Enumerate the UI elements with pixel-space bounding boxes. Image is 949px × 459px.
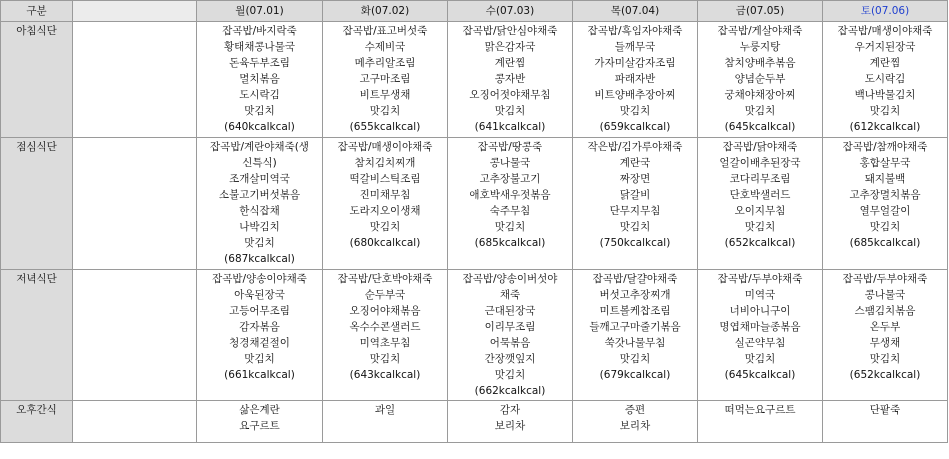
blank-header-cell bbox=[73, 1, 197, 22]
menu-item: 짜장면 bbox=[619, 173, 651, 185]
menu-item: 메추리알조림 bbox=[354, 57, 416, 69]
menu-item: 들깨무국 bbox=[614, 41, 656, 53]
meal-cell-dinner-mon bbox=[197, 270, 323, 401]
menu-item: 간장깻잎지 bbox=[484, 353, 536, 365]
menu-item: (643kcalkcal) bbox=[349, 369, 421, 381]
menu-item: 잡곡밥/양송이버섯야 bbox=[462, 273, 558, 285]
menu-item: 잡곡밥/양송이야채죽 bbox=[212, 273, 307, 285]
menu-item: 고구마조림 bbox=[359, 73, 411, 85]
menu-item: 잡곡밥/두부야채죽 bbox=[717, 273, 803, 285]
menu-item: 단무지무침 bbox=[609, 205, 661, 217]
menu-item: 가자미살감자조림 bbox=[594, 57, 676, 69]
menu-item: 근대된장국 bbox=[484, 305, 536, 317]
menu-item: 증편 bbox=[624, 404, 646, 416]
menu-item: 고추장멸치볶음 bbox=[849, 189, 921, 201]
day-header-wed: 수(07.03) bbox=[448, 1, 573, 22]
snack-row bbox=[1, 401, 948, 443]
menu-item: 잡곡밥/게살야채죽 bbox=[717, 25, 803, 37]
menu-item: 잡곡밥/달걀야채죽 bbox=[592, 273, 678, 285]
header-row bbox=[1, 1, 948, 22]
menu-item: 맛김치 bbox=[869, 221, 901, 233]
menu-item: 양념순두부 bbox=[734, 73, 786, 85]
row-label-lunch: 점심식단 bbox=[1, 138, 73, 270]
row-label-dinner: 저녁식단 bbox=[1, 270, 73, 401]
menu-item: 계란국 bbox=[619, 157, 651, 169]
menu-item: 보리차 bbox=[494, 420, 526, 432]
menu-item: 청경채겉절이 bbox=[229, 337, 290, 349]
row-label-snack: 오후간식 bbox=[1, 401, 73, 443]
menu-item: 명엽채마늘종볶음 bbox=[719, 321, 801, 333]
menu-item: 잡곡밥/참깨야채죽 bbox=[842, 141, 928, 153]
menu-item: 맛김치 bbox=[244, 353, 275, 365]
blank-cell bbox=[73, 270, 197, 401]
meal-cell-breakfast-tue bbox=[323, 22, 448, 138]
menu-item: 잡곡밥/단호박야채죽 bbox=[337, 273, 433, 285]
meal-cell-dinner-fri bbox=[698, 270, 823, 401]
menu-item: 신특식) bbox=[242, 157, 277, 169]
menu-item: 코다리무조림 bbox=[729, 173, 791, 185]
menu-item: (662kcalkcal) bbox=[474, 385, 546, 397]
menu-item: 맛김치 bbox=[494, 369, 526, 381]
menu-item: 옥수수콘샐러드 bbox=[349, 321, 421, 333]
dinner-row bbox=[1, 270, 948, 401]
menu-item: 맛김치 bbox=[494, 105, 526, 117]
meal-cell-lunch-fri bbox=[698, 138, 823, 270]
menu-item: 비트무생채 bbox=[359, 89, 411, 101]
menu-item: (652kcalkcal) bbox=[849, 369, 921, 381]
menu-item: 오징어젓야채무침 bbox=[469, 89, 551, 101]
menu-item: 잡곡밥/흑임자야채죽 bbox=[587, 25, 683, 37]
category-header: 구분 bbox=[1, 1, 73, 22]
menu-item: 우거지된장국 bbox=[854, 41, 916, 53]
menu-item: 맛김치 bbox=[369, 105, 401, 117]
menu-item: 고추장불고기 bbox=[479, 173, 541, 185]
menu-item: 잡곡밥/표고버섯죽 bbox=[342, 25, 428, 37]
menu-item: 참치김치찌개 bbox=[354, 157, 416, 169]
meal-cell-breakfast-thu bbox=[573, 22, 698, 138]
menu-item: 어묵볶음 bbox=[489, 337, 531, 349]
day-header-sat: 토(07.06) bbox=[823, 1, 948, 22]
menu-item: 참치양배추볶음 bbox=[724, 57, 796, 69]
menu-item: 미역초무침 bbox=[359, 337, 411, 349]
menu-item: (652kcalkcal) bbox=[724, 237, 796, 249]
menu-item: (661kcalkcal) bbox=[224, 369, 295, 381]
menu-item: 작은밥/김가루야채죽 bbox=[587, 141, 683, 153]
menu-item: 과일 bbox=[374, 404, 396, 416]
menu-item: (750kcalkcal) bbox=[599, 237, 671, 249]
menu-item: 돈육두부조림 bbox=[229, 57, 290, 69]
menu-item: 잡곡밥/매생이야채죽 bbox=[837, 25, 933, 37]
menu-item: 맑은감자국 bbox=[484, 41, 536, 53]
meal-cell-dinner-sat bbox=[823, 270, 948, 401]
row-label-breakfast: 아침식단 bbox=[1, 22, 73, 138]
menu-item: 콩나물국 bbox=[489, 157, 531, 169]
menu-item: 잡곡밥/닭안심야채죽 bbox=[462, 25, 558, 37]
menu-item: 잡곡밥/두부야채죽 bbox=[842, 273, 928, 285]
meal-cell-dinner-thu bbox=[573, 270, 698, 401]
meal-cell-lunch-thu bbox=[573, 138, 698, 270]
menu-item: 한식잡채 bbox=[239, 205, 280, 217]
menu-item: 스팸김치볶음 bbox=[854, 305, 916, 317]
menu-item: 맛김치 bbox=[619, 353, 651, 365]
meal-cell-dinner-tue bbox=[323, 270, 448, 401]
menu-item: 잡곡밥/계란야채죽(생 bbox=[210, 141, 309, 153]
menu-item: 맛김치 bbox=[744, 353, 776, 365]
meal-cell-lunch-sat bbox=[823, 138, 948, 270]
menu-item: 맛김치 bbox=[619, 221, 651, 233]
menu-item: 채죽 bbox=[499, 289, 521, 301]
menu-item: 온두부 bbox=[869, 321, 901, 333]
menu-item: 맛김치 bbox=[869, 353, 901, 365]
meal-cell-snack-thu bbox=[573, 401, 698, 443]
menu-item: 잡곡밥/매생이야채죽 bbox=[337, 141, 433, 153]
menu-item: 애호박새우젓볶음 bbox=[469, 189, 551, 201]
menu-item: 진미채무침 bbox=[359, 189, 411, 201]
menu-item: 소불고기버섯볶음 bbox=[218, 189, 301, 201]
menu-item: 맛김치 bbox=[869, 105, 901, 117]
menu-item: (659kcalkcal) bbox=[599, 121, 671, 133]
meal-cell-snack-mon bbox=[197, 401, 323, 443]
menu-item: (687kcalkcal) bbox=[224, 253, 295, 265]
menu-item: 도시락김 bbox=[239, 89, 280, 101]
menu-item: 요구르트 bbox=[239, 420, 280, 432]
menu-item: 오징어야채볶음 bbox=[349, 305, 421, 317]
day-header-tue: 화(07.02) bbox=[323, 1, 448, 22]
menu-item: 단호박샐러드 bbox=[729, 189, 791, 201]
breakfast-row bbox=[1, 22, 948, 138]
menu-item: 나박김치 bbox=[239, 221, 280, 233]
menu-item: 홍합살무국 bbox=[859, 157, 911, 169]
menu-item: (645kcalkcal) bbox=[724, 369, 796, 381]
menu-item: 계란찜 bbox=[869, 57, 901, 69]
menu-item: 황태채콩나물국 bbox=[223, 41, 295, 53]
menu-item: 누룽지탕 bbox=[739, 41, 781, 53]
menu-item: 미트볼케찹조림 bbox=[599, 305, 671, 317]
meal-cell-lunch-tue bbox=[323, 138, 448, 270]
lunch-row bbox=[1, 138, 948, 270]
menu-item: 콩나물국 bbox=[864, 289, 906, 301]
menu-item: 실곤약무침 bbox=[734, 337, 786, 349]
menu-item: 너비아니구이 bbox=[729, 305, 791, 317]
menu-item: (685kcalkcal) bbox=[474, 237, 546, 249]
menu-item: 떠먹는요구르트 bbox=[724, 404, 796, 416]
blank-cell bbox=[73, 138, 197, 270]
menu-item: 오이지무침 bbox=[734, 205, 786, 217]
menu-item: 맛김치 bbox=[494, 221, 526, 233]
menu-item: (641kcalkcal) bbox=[474, 121, 546, 133]
menu-item: 백나박물김치 bbox=[854, 89, 916, 101]
menu-item: 열무얼갈이 bbox=[859, 205, 911, 217]
menu-item: 맛김치 bbox=[369, 353, 401, 365]
menu-item: 파래자반 bbox=[614, 73, 656, 85]
meal-cell-lunch-mon bbox=[197, 138, 323, 270]
menu-item: 삶은계란 bbox=[239, 404, 280, 416]
meal-cell-snack-wed bbox=[448, 401, 573, 443]
menu-item: 감자볶음 bbox=[239, 321, 280, 333]
menu-item: 쑥갓나물무침 bbox=[604, 337, 666, 349]
menu-item: 돼지불백 bbox=[864, 173, 906, 185]
menu-item: 수제비국 bbox=[364, 41, 406, 53]
menu-item: 콩자반 bbox=[494, 73, 526, 85]
blank-cell bbox=[73, 22, 197, 138]
meal-cell-snack-tue bbox=[323, 401, 448, 443]
menu-item: 맛김치 bbox=[744, 105, 776, 117]
menu-item: 잡곡밥/땅콩죽 bbox=[477, 141, 543, 153]
menu-item: 맛김치 bbox=[244, 237, 275, 249]
menu-item: 이리무조림 bbox=[484, 321, 536, 333]
meal-cell-lunch-wed bbox=[448, 138, 573, 270]
menu-item: 궁채야채장아찌 bbox=[724, 89, 796, 101]
meal-cell-snack-fri bbox=[698, 401, 823, 443]
menu-item: 단팥죽 bbox=[869, 404, 901, 416]
menu-item: 맛김치 bbox=[744, 221, 776, 233]
menu-item: 아욱된장국 bbox=[234, 289, 285, 301]
menu-item: 계란찜 bbox=[494, 57, 526, 69]
menu-item: 얼갈이배추된장국 bbox=[719, 157, 801, 169]
menu-item: 숙주무침 bbox=[489, 205, 531, 217]
day-header-mon: 월(07.01) bbox=[197, 1, 323, 22]
menu-item: 도라지오이생채 bbox=[349, 205, 421, 217]
menu-item: 비트양배추장아찌 bbox=[594, 89, 676, 101]
meal-cell-snack-sat bbox=[823, 401, 948, 443]
menu-item: 도시락김 bbox=[864, 73, 906, 85]
menu-item: (680kcalkcal) bbox=[349, 237, 421, 249]
menu-item: 닭갈비 bbox=[619, 189, 651, 201]
menu-item: 무생채 bbox=[869, 337, 901, 349]
menu-item: (655kcalkcal) bbox=[349, 121, 421, 133]
menu-item: 잡곡밥/닭야채죽 bbox=[722, 141, 798, 153]
menu-item: 멸치볶음 bbox=[239, 73, 280, 85]
menu-item: 맛김치 bbox=[619, 105, 651, 117]
menu-item: 고등어무조림 bbox=[229, 305, 290, 317]
day-header-thu: 목(07.04) bbox=[573, 1, 698, 22]
menu-item: (679kcalkcal) bbox=[599, 369, 671, 381]
meal-cell-breakfast-mon bbox=[197, 22, 323, 138]
menu-item: 떡갈비스틱조림 bbox=[349, 173, 421, 185]
menu-item: 들깨고구마줄기볶음 bbox=[589, 321, 681, 333]
meal-cell-breakfast-wed bbox=[448, 22, 573, 138]
blank-cell bbox=[73, 401, 197, 443]
menu-item: (640kcalkcal) bbox=[224, 121, 295, 133]
menu-item: 미역국 bbox=[744, 289, 776, 301]
menu-item: 맛김치 bbox=[369, 221, 401, 233]
meal-cell-dinner-wed bbox=[448, 270, 573, 401]
day-header-fri: 금(07.05) bbox=[698, 1, 823, 22]
menu-item: 버섯고추장찌개 bbox=[599, 289, 671, 301]
menu-item: (685kcalkcal) bbox=[849, 237, 921, 249]
meal-cell-breakfast-fri bbox=[698, 22, 823, 138]
menu-item: 보리차 bbox=[619, 420, 651, 432]
menu-item: 감자 bbox=[499, 404, 521, 416]
menu-item: (612kcalkcal) bbox=[849, 121, 921, 133]
menu-item: (645kcalkcal) bbox=[724, 121, 796, 133]
menu-item: 맛김치 bbox=[244, 105, 275, 117]
menu-item: 잡곡밥/바지락죽 bbox=[222, 25, 297, 37]
meal-cell-breakfast-sat bbox=[823, 22, 948, 138]
menu-item: 조개살미역국 bbox=[229, 173, 290, 185]
menu-item: 순두부국 bbox=[364, 289, 406, 301]
